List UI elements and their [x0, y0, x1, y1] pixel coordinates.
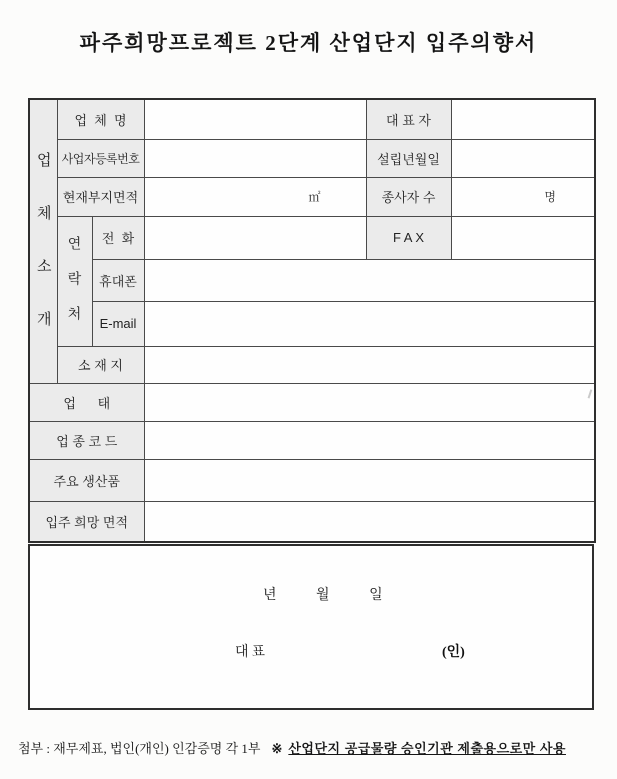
business-type-value-cell — [144, 383, 595, 421]
email-label: E-mail — [92, 301, 144, 346]
desired-area-value-cell — [144, 501, 595, 542]
month-label: 월 — [316, 588, 330, 603]
business-reg-no-value-cell — [144, 139, 366, 177]
fax-label: F A X — [366, 216, 451, 259]
attachment-note: 첨부 : 재무제표, 법인(개인) 인감증명 각 1부 — [18, 741, 261, 756]
email-value-cell — [144, 301, 595, 346]
row-main-products — [29, 459, 595, 501]
representative-signature-label: 대표 — [235, 645, 269, 660]
row-industry-code — [29, 421, 595, 459]
row-desired-area — [29, 501, 595, 542]
business-type-label: 업 태 — [29, 383, 144, 421]
address-value-cell — [144, 346, 595, 383]
company-info-table — [28, 98, 596, 543]
date-line — [263, 584, 383, 604]
employee-count-label: 종사자 수 — [366, 177, 451, 216]
row-business-reg-no — [29, 139, 595, 177]
section-label: 업체소개 — [34, 151, 52, 364]
row-business-type — [29, 383, 595, 421]
usage-notice: 산업단지 공급물량 승인기관 제출용으로만 사용 — [288, 741, 566, 756]
contact-label: 연락처 — [66, 236, 83, 341]
mobile-label: 휴대폰 — [92, 259, 144, 301]
industry-code-value-cell — [144, 421, 595, 459]
contact-label-cell — [57, 216, 92, 346]
row-address — [29, 346, 595, 383]
company-name-label: 업 체 명 — [57, 99, 144, 139]
address-label: 소 재 지 — [57, 346, 144, 383]
industry-code-label: 업 종 코 드 — [29, 421, 144, 459]
row-company-name — [29, 99, 595, 139]
phone-value-cell — [144, 216, 366, 259]
square-meter-unit: ㎡ — [308, 190, 321, 204]
form-title: 파주희망프로젝트 2단계 산업단지 입주의향서 — [79, 31, 538, 55]
business-reg-no-label: 사업자등록번호 — [57, 139, 144, 177]
desired-area-label: 입주 희망 면적 — [29, 501, 144, 542]
current-site-area-value-cell — [144, 177, 366, 216]
phone-label: 전 화 — [92, 216, 144, 259]
employee-count-value-cell — [451, 177, 595, 216]
day-label: 일 — [369, 588, 383, 603]
main-products-label: 주요 생산품 — [29, 459, 144, 501]
seal-placeholder: (인) — [442, 645, 465, 660]
representative-value-cell — [451, 99, 595, 139]
person-count-unit: 명 — [544, 190, 556, 204]
establishment-date-label: 설립년월일 — [366, 139, 451, 177]
row-site-area — [29, 177, 595, 216]
representative-label: 대 표 자 — [366, 99, 451, 139]
row-email — [29, 301, 595, 346]
row-phone-fax — [29, 216, 595, 259]
company-name-value-cell — [144, 99, 366, 139]
fax-value-cell — [451, 216, 595, 259]
signature-box — [28, 544, 594, 710]
main-products-value-cell — [144, 459, 595, 501]
year-label: 년 — [263, 588, 277, 603]
reference-mark: ※ — [271, 741, 283, 756]
footer-note — [18, 738, 608, 757]
section-label-cell — [29, 99, 57, 383]
mobile-value-cell — [144, 259, 595, 301]
row-mobile — [29, 259, 595, 301]
current-site-area-label: 현재부지면적 — [57, 177, 144, 216]
establishment-date-value-cell — [451, 139, 595, 177]
